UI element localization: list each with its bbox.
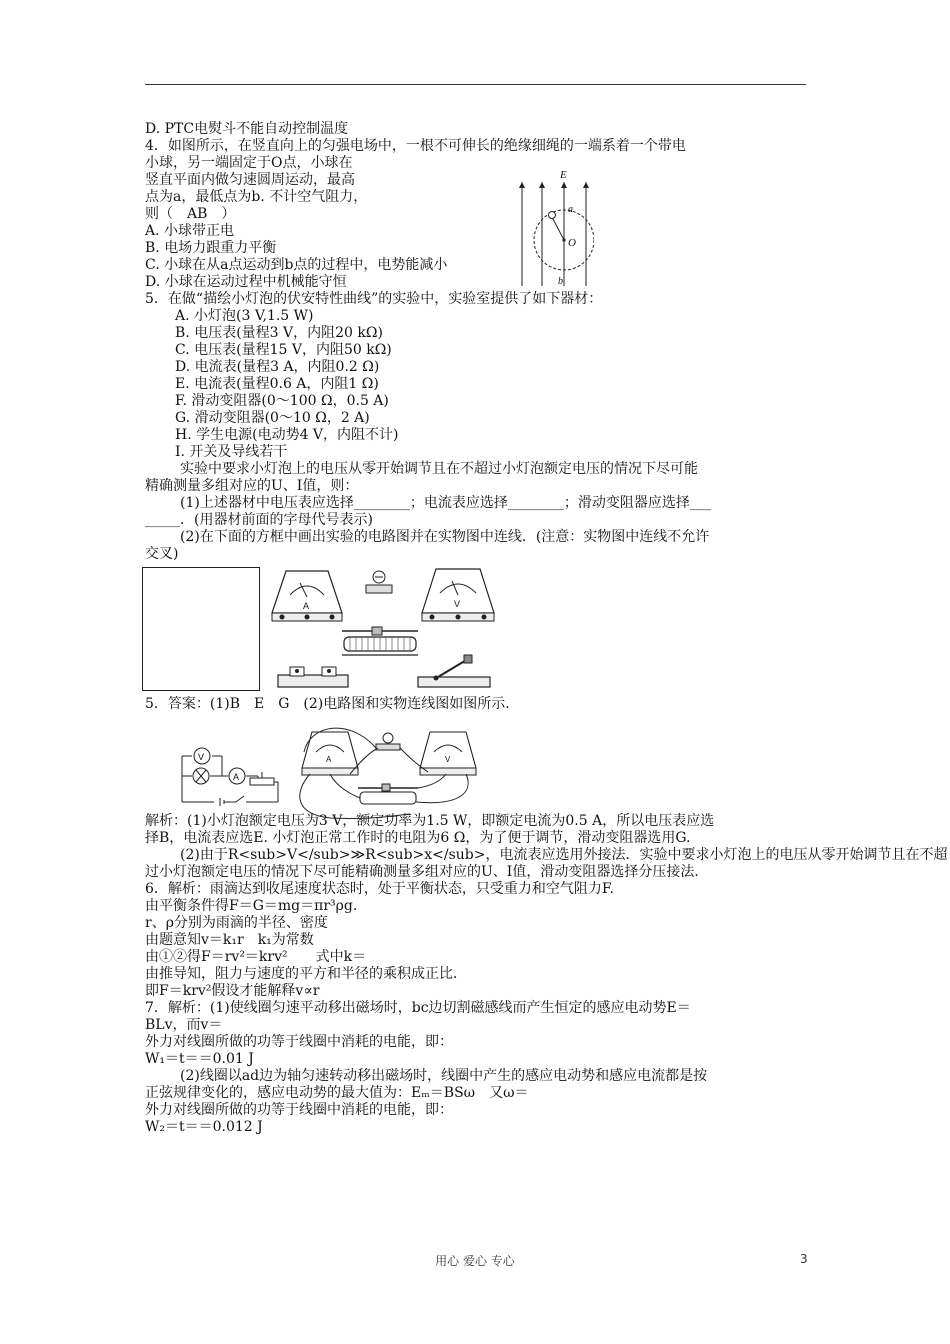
text-line: _____．(用器材前面的字母代号表示): [145, 512, 373, 528]
circuit-voltmeter-label: V: [198, 752, 205, 762]
voltmeter-icon: [420, 732, 476, 775]
apparatus-figure: [268, 565, 496, 691]
text-line: 5．答案：(1)B E G (2)电路图和实物连线图如图所示．: [145, 696, 520, 712]
rheostat-icon: [358, 784, 418, 804]
text-line: 小球，另一端固定于O点，小球在: [145, 155, 353, 171]
text-line: 择B，电流表应选E. 小灯泡正常工作时的电阻为6 Ω，为了便于调节，滑动变阻器选用G.: [145, 830, 691, 846]
text-line: 7．解析：(1)使线圈匀速平动移出磁场时，bc边切割磁感线而产生恒定的感应电动势E＝: [145, 1000, 691, 1016]
text-line: 过小灯泡额定电压的情况下尽可能精确测量多组对应的U、I值，滑动变阻器选择分压接法．: [145, 864, 709, 880]
text-line: 精确测量多组对应的U、I值，则：: [145, 478, 359, 494]
wired-ammeter-label: A: [326, 755, 332, 764]
voltmeter-label: V: [454, 599, 461, 609]
text-line: 竖直平面内做匀速圆周运动，最高: [145, 172, 355, 188]
text-line: 4．如图所示，在竖直向上的匀强电场中，一根不可伸长的绝缘细绳的一端系着一个带电: [145, 138, 686, 154]
circuit-answer-box: [142, 567, 260, 691]
text-line: 则（ AB ）: [145, 206, 236, 222]
rheostat-icon: [342, 627, 418, 655]
text-line: 点为a，最低点为b. 不计空气阻力，: [145, 189, 368, 205]
lamp-icon: [376, 733, 400, 750]
text-line: E. 电流表(量程0.6 A，内阻1 Ω): [175, 376, 379, 392]
text-line: 外力对线圈所做的功等于线圈中消耗的电能，即：: [145, 1102, 453, 1118]
point-o-label: O: [568, 237, 576, 249]
text-line: W₁＝t＝＝0.01 J: [145, 1051, 254, 1067]
field-label: E: [560, 169, 567, 181]
text-line: B. 电场力跟重力平衡: [145, 240, 277, 256]
text-line: W₂＝t＝＝0.012 J: [145, 1119, 263, 1135]
wired-apparatus-figure: [290, 722, 480, 822]
battery-icon: [278, 667, 348, 687]
text-line: 解析：(1)小灯泡额定电压为3 V，额定功率为1.5 W，即额定电流为0.5 A，所以电压表应选: [145, 813, 715, 829]
text-line: I. 开关及导线若干: [175, 444, 288, 460]
text-line: 交叉): [145, 546, 179, 562]
text-line: D. 小球在运动过程中机械能守恒: [145, 274, 347, 290]
text-line: G. 滑动变阻器(0～10 Ω，2 A): [175, 410, 370, 426]
text-line: (2)在下面的方框中画出实验的电路图并在实物图中连线．(注意：实物图中连线不允许: [180, 529, 710, 545]
text-line: 由推导知，阻力与速度的平方和半径的乘积成正比．: [145, 966, 467, 982]
text-line: (1)上述器材中电压表应选择________；电流表应选择________；滑动变阻器应选择___: [180, 495, 711, 511]
electric-field-figure: [512, 168, 594, 290]
text-line: C. 小球在从a点运动到b点的过程中，电势能减小: [145, 257, 448, 273]
wired-voltmeter-label: V: [445, 755, 451, 764]
switch-icon: [418, 655, 490, 687]
text-line: F. 滑动变阻器(0～100 Ω，0.5 A): [175, 393, 389, 409]
text-line: 正弦规律变化的，感应电动势的最大值为：Eₘ＝BSω 又ω＝: [145, 1085, 529, 1101]
text-line: 由①②得F＝rv²＝krv² 式中k＝: [145, 949, 367, 965]
text-line: 6．解析：雨滴达到收尾速度状态时，处于平衡状态，只受重力和空气阻力F.: [145, 881, 614, 897]
text-line: H. 学生电源(电动势4 V，内阻不计): [175, 427, 399, 443]
ammeter-icon: [272, 571, 342, 621]
circuit-ammeter-label: A: [233, 772, 240, 782]
text-line: 即F＝krv²假设才能解释v∝r: [145, 983, 320, 999]
text-line: r、ρ分别为雨滴的半径、密度: [145, 915, 328, 931]
text-line: 由题意知v＝k₁r k₁为常数: [145, 932, 314, 948]
point-b-label: b: [558, 276, 563, 287]
lamp-icon: [366, 571, 392, 593]
circuit-diagram: [176, 742, 286, 808]
text-line: C. 电压表(量程15 V，内阻50 kΩ): [175, 342, 392, 358]
page-number: 3: [800, 1252, 808, 1266]
text-line: 外力对线圈所做的功等于线圈中消耗的电能，即：: [145, 1034, 453, 1050]
text-line: D. PTC电熨斗不能自动控制温度: [145, 121, 349, 137]
text-line: 由平衡条件得F＝G＝mg＝πr³ρg.: [145, 898, 358, 914]
text-line: BLv，而v＝: [145, 1017, 223, 1033]
header-rule: [145, 84, 806, 85]
voltmeter-icon: [422, 569, 494, 621]
point-a-label: a: [568, 204, 573, 215]
text-line: A. 小灯泡(3 V,1.5 W): [175, 308, 314, 324]
text-line: A. 小球带正电: [145, 223, 235, 239]
page-footer: 用心 爱心 专心: [435, 1254, 515, 1268]
text-line: B. 电压表(量程3 V，内阻20 kΩ): [175, 325, 383, 341]
text-line: 实验中要求小灯泡上的电压从零开始调节且在不超过小灯泡额定电压的情况下尽可能: [180, 461, 698, 477]
text-line: (2)线圈以ad边为轴匀速转动移出磁场时，线圈中产生的感应电动势和感应电流都是按: [180, 1068, 708, 1084]
text-line: D. 电流表(量程3 A，内阻0.2 Ω): [175, 359, 380, 375]
text-line: 5．在做“描绘小灯泡的伏安特性曲线”的实验中，实验室提供了如下器材：: [145, 291, 603, 307]
ammeter-label: A: [303, 601, 310, 611]
text-line: (2)由于R<sub>V</sub>≫R<sub>x</sub>，电流表应选用外接法．实验中要求小灯泡上的电压从零开始调节且在不超: [180, 847, 948, 863]
